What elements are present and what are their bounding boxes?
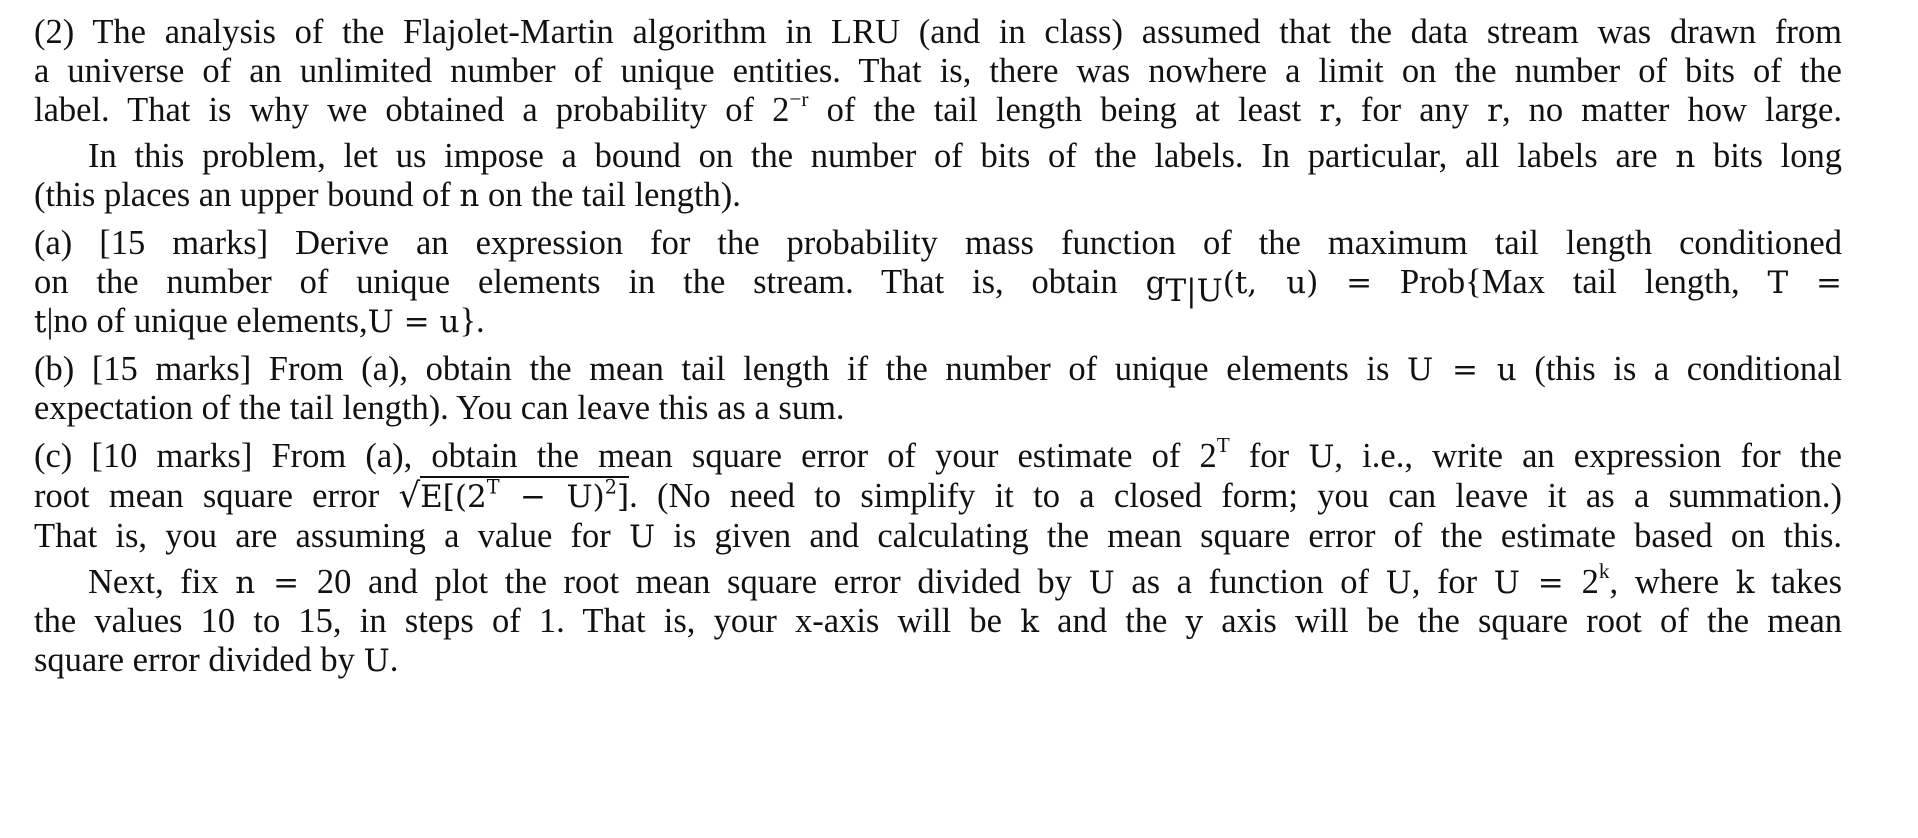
math-var: k [1735, 565, 1755, 601]
math-var: T [1767, 265, 1789, 301]
bound-text: (this places an upper bound of [34, 176, 460, 214]
exponent: 2 [604, 475, 617, 499]
math-var: n [459, 178, 480, 214]
math-var: U [1407, 352, 1434, 388]
bound-text: In this problem, let us impose a bound on the number of bits of the labels. In particular, all labels are [88, 137, 1676, 175]
bound-text: bits long [1695, 137, 1842, 175]
part-b-line-2 [34, 384, 1842, 432]
math-expr: − U) [499, 479, 605, 515]
pmf-expression [1145, 263, 1319, 309]
part-c-text: for [1229, 437, 1309, 475]
part-c-text: root mean square error [34, 477, 399, 515]
math-var: n [235, 565, 256, 601]
equals-sign: = [1816, 265, 1843, 301]
plot-text: and the [1038, 602, 1186, 640]
math-expr: ] [616, 479, 630, 515]
math-var: u [439, 304, 460, 340]
exponent: T [1216, 433, 1230, 458]
plot-text: , where [1609, 563, 1736, 601]
plot-text: the values 10 to 15, in steps of 1. That is, your x-axis will be [34, 602, 1021, 640]
math-var: t [34, 304, 47, 340]
plot-text: square error divided by [34, 641, 364, 679]
equals-sign: = [1519, 565, 1582, 601]
math-var: r [1487, 93, 1502, 129]
math-var: U [1308, 439, 1335, 475]
part-b-text: expectation of the tail length). You can leave this as a sum. [34, 389, 845, 427]
plot-text: , for [1411, 563, 1494, 601]
part-a-text: on the number of unique elements in the stream. That is, obtain [34, 263, 1146, 301]
part-a-text: }. [459, 302, 485, 340]
plot-text: . [389, 641, 399, 679]
math-var: g [1145, 265, 1166, 301]
exponent: −r [789, 87, 809, 112]
math-args: (t, u) [1222, 265, 1319, 301]
bound-text: on the tail length). [479, 176, 741, 214]
part-c-text: (c) [10 marks] From (a), obtain the mean square error of your estimate of 2 [34, 437, 1217, 475]
math-var: U [1493, 565, 1520, 601]
intro-text: label. That is why we obtained a probability of 2 [34, 91, 790, 129]
part-b-text: (b) [15 marks] From (a), obtain the mean tail length if the number of unique elements is [34, 350, 1408, 388]
intro-text: , for any [1334, 91, 1488, 129]
sqrt-symbol: √ [398, 476, 421, 516]
part-c-line-3 [34, 512, 1842, 560]
math-var: U [1088, 565, 1115, 601]
bound-line-2 [34, 171, 1842, 219]
plot-text: 20 and plot the root mean square error divided by [316, 563, 1089, 601]
plot-text: 2 [1581, 563, 1599, 601]
equals-sign: = [1433, 352, 1497, 388]
subscript: T|U [1165, 272, 1223, 309]
exponent: T [486, 475, 500, 499]
rmse-expression [398, 477, 629, 515]
part-b-text: (this is a conditional [1516, 350, 1842, 388]
math-var: n [1675, 139, 1696, 175]
plot-line-3 [34, 636, 1842, 684]
math-var: u [1496, 352, 1517, 388]
equals-sign: = [393, 304, 440, 340]
math-var: U [363, 643, 390, 679]
part-a-line-3 [34, 297, 1842, 345]
intro-text: , no matter how large. [1501, 91, 1842, 129]
plot-text: axis will be the square root of the mean [1203, 602, 1843, 640]
math-var: r [1319, 93, 1335, 129]
math-var: y [1185, 604, 1204, 640]
plot-text: takes [1754, 563, 1843, 601]
part-c-text: , i.e., write an expression for the [1334, 437, 1842, 475]
exponent: k [1598, 559, 1610, 584]
equals-sign: = [1346, 265, 1373, 301]
math-var: U [1385, 565, 1412, 601]
math-var: U [628, 519, 656, 555]
radicand [420, 476, 629, 515]
plot-text: Next, fix [88, 563, 236, 601]
part-a-text: Prob{Max tail length, [1400, 263, 1768, 301]
math-var: k [1020, 604, 1039, 640]
part-a-text: (a) [15 marks] Derive an expression for the probability mass function of the maximum tail length conditioned [34, 224, 1842, 262]
intro-text: (2) The analysis of the Flajolet-Martin algorithm in LRU (and in class) assumed that the data stream was drawn from [34, 13, 1842, 51]
plot-text: as a function of [1114, 563, 1386, 601]
equals-sign: = [255, 565, 317, 601]
intro-text: a universe of an unlimited number of unique entities. That is, there was nowhere a limit on the number of bits of the [34, 52, 1842, 90]
part-c-text: That is, you are assuming a value for [34, 517, 629, 555]
part-a-text: |no of unique elements, [46, 302, 368, 340]
intro-text: of the tail length being at least [808, 91, 1320, 129]
part-c-text: . (No need to simplify it to a closed form; you can leave it as a summation.) [629, 477, 1842, 515]
intro-line-3 [34, 86, 1842, 134]
math-expr: E[(2 [420, 479, 487, 515]
part-c-text: is given and calculating the mean square error of the estimate based on this. [655, 517, 1843, 555]
math-var: U [367, 304, 394, 340]
